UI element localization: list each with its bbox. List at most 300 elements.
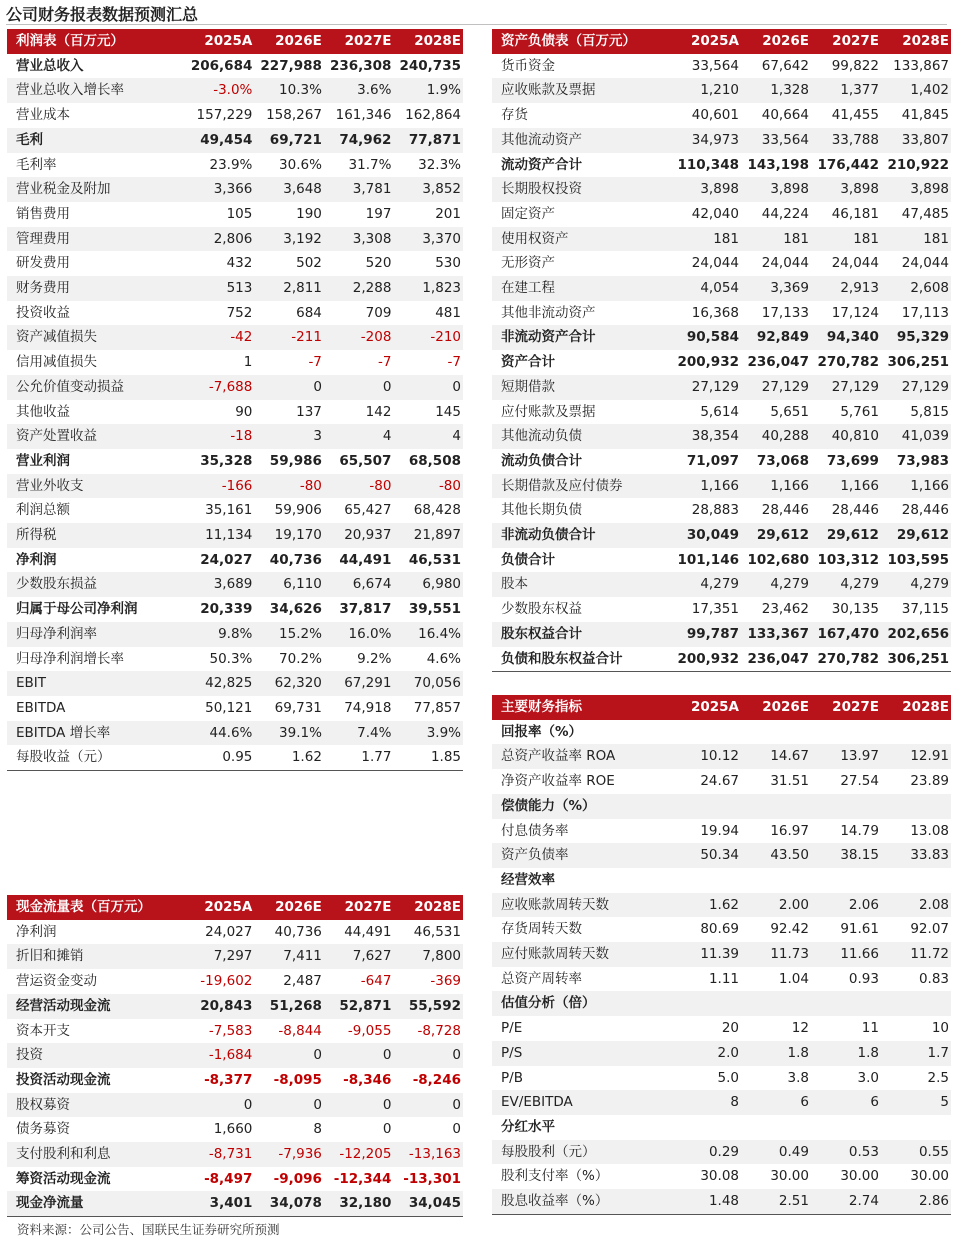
row-label: 存货周转天数 [501,921,582,938]
row-value: 70,056 [393,671,463,696]
row-value: 14.79 [840,822,879,839]
row-value: 6,980 [393,572,463,597]
row-value: 99,822 [831,57,879,74]
row-value [881,794,951,819]
row-value: 10.3% [254,78,324,103]
table-row [7,251,463,276]
table-row [492,893,951,918]
row-value: 0 [324,375,394,400]
year-column-header: 2027E [324,895,394,920]
row-value: 73,068 [756,452,809,469]
row-value: 1,823 [393,276,463,301]
row-value: 0 [393,375,463,400]
cash-flow-table [7,895,463,1217]
table-row [492,449,951,474]
row-value [881,991,951,1016]
row-value: 103,595 [887,551,949,568]
row-label: 资产处置收益 [7,424,185,449]
table-row [492,153,951,178]
row-value: 157,229 [196,107,253,124]
row-value: 92.07 [910,921,949,938]
row-value: -80 [254,474,324,499]
row-value: 20,843 [185,994,255,1019]
row-label: 付息债务率 [501,822,569,839]
table-row [492,942,951,967]
row-value: 3,781 [324,177,394,202]
row-label: 总资产收益率 ROA [492,744,671,769]
row-value: -211 [254,325,324,350]
row-value: 181 [741,227,811,252]
row-value: 1.9% [393,78,463,103]
row-value: 77,857 [413,699,461,716]
row-label: 营业税金及附加 [7,177,185,202]
year-column-header: 2025A [185,895,255,920]
table-row [492,301,951,326]
table-row [492,498,951,523]
row-label: 在建工程 [492,276,671,301]
row-value: 1.77 [324,745,394,770]
key-ratios-table [492,695,951,1215]
row-value: 74,962 [324,128,394,153]
row-label: 资本开支 [16,1022,70,1039]
table-row [492,128,951,153]
row-value: 43.50 [741,843,811,868]
table-row [7,622,463,647]
row-value: 31.7% [348,156,392,173]
row-label: 财务费用 [7,276,185,301]
table-row [7,54,463,79]
row-label: 股东权益合计 [492,622,671,647]
row-value: 34,626 [269,601,322,618]
row-value: 19,170 [254,523,324,548]
table-row [7,375,463,400]
row-label: 应付账款周转天数 [492,942,671,967]
row-value: 181 [811,227,881,252]
table-row [7,350,463,375]
row-value: 35,161 [205,502,253,519]
row-value: 44,491 [344,923,392,940]
row-value: 77,871 [393,128,463,153]
row-value [741,1115,811,1140]
table-row [7,103,463,128]
row-value: 0 [393,1093,463,1118]
row-label: 非流动资产合计 [492,325,671,350]
row-value: 41,845 [901,107,949,124]
row-label: 偿债能力（%） [492,794,671,819]
row-value: 190 [296,205,322,222]
table-row [492,647,951,672]
row-value: 1.04 [778,970,809,987]
row-value: 37,817 [339,601,392,618]
row-value: 94,340 [811,325,881,350]
row-value [881,1115,951,1140]
row-label: 分红水平 [501,1118,555,1135]
row-label: 利润总额 [16,502,70,519]
year-column-header: 2026E [741,695,811,720]
row-value: 2.06 [811,893,881,918]
cashflow-grid [7,895,463,1217]
row-value: 270,782 [817,354,879,371]
row-label: 股息收益率（%） [492,1189,671,1214]
row-value: 12 [791,1020,809,1037]
row-value: 32.3% [418,156,461,173]
row-value: 24,044 [761,255,809,272]
income-statement-table [7,29,463,771]
row-value: 3,852 [393,177,463,202]
row-value: 28,446 [831,502,879,519]
row-value: 2,288 [324,276,394,301]
balance-sheet-table [492,29,951,672]
row-value: 24,027 [200,551,253,568]
row-value: 240,735 [399,57,461,74]
row-value: 30.08 [700,1168,739,1185]
table-row [7,474,463,499]
row-value: 2,913 [811,276,881,301]
row-value: 49,454 [185,128,255,153]
row-label: 筹资活动现金流 [16,1170,111,1187]
row-value: 59,986 [269,452,322,469]
row-value: 27,129 [881,375,951,400]
row-value: 46,181 [831,205,879,222]
row-value: 2.08 [881,893,951,918]
row-value: 3,192 [254,227,324,252]
row-value: -80 [324,474,394,499]
row-value: 44.6% [185,721,255,746]
row-value: 27,129 [741,375,811,400]
row-value: 11 [861,1020,879,1037]
row-value: 9.2% [357,650,392,667]
table-row [492,1189,951,1214]
row-value: 4 [393,424,463,449]
row-value: 1,166 [741,474,811,499]
row-value: 38.15 [811,843,881,868]
year-column-header: 2026E [741,29,811,54]
table-row [7,227,463,252]
row-value: 65,507 [339,452,392,469]
row-label: P/E [501,1020,523,1037]
table-header-row [492,695,951,720]
table-row [492,967,951,992]
table-row [7,944,463,969]
row-value: 27,129 [671,375,741,400]
row-value: 11,134 [185,523,255,548]
table-row [492,1164,951,1189]
row-value: 2.0 [671,1041,741,1066]
row-label: 折旧和摊销 [7,944,185,969]
row-value: 17,124 [831,304,879,321]
row-value: 1.85 [393,745,463,770]
page-title: 公司财务报表数据预测汇总 [6,5,199,24]
row-value: 28,883 [691,502,739,519]
row-label: 资产减值损失 [7,325,185,350]
table-row [492,572,951,597]
row-value: 530 [435,255,461,272]
row-value: 29,612 [811,523,881,548]
row-value: 0.93 [848,970,879,987]
table-row [492,769,951,794]
row-value: 5.0 [717,1069,739,1086]
table-row [492,1041,951,1066]
row-value: 176,442 [817,156,879,173]
row-value: 19.94 [700,822,739,839]
row-label: 投资活动现金流 [16,1071,111,1088]
row-value: 65,427 [344,502,392,519]
row-value: 236,308 [329,57,392,74]
row-value: 3,369 [741,276,811,301]
row-value: 40,601 [691,107,739,124]
row-value: 44,224 [761,205,809,222]
row-value: 50.34 [671,843,741,868]
row-value: 24,027 [205,923,253,940]
row-value: 103,312 [817,551,879,568]
row-value [811,991,881,1016]
row-value: 1.8 [811,1041,881,1066]
row-value: 11.66 [811,942,881,967]
row-value: 8 [671,1090,741,1115]
table-row [7,597,463,622]
row-label: 非流动负债合计 [492,523,671,548]
table-title: 资产负债表（百万元） [492,29,671,54]
row-value: 2,806 [185,227,255,252]
row-value: 4.6% [426,650,461,667]
row-value [671,991,741,1016]
row-value: 30,135 [831,601,879,618]
row-value: -19,602 [200,973,253,990]
row-value [811,720,881,745]
table-row [7,424,463,449]
row-value [881,868,951,893]
row-value [741,794,811,819]
row-value: 3,648 [254,177,324,202]
row-value: -8,497 [204,1170,253,1187]
row-label: 股利支付率（%） [501,1168,609,1185]
row-label: 其他流动负债 [492,424,671,449]
row-value: 1,210 [671,78,741,103]
row-label: 净利润 [16,551,57,568]
table-row [7,1142,463,1167]
row-value: 4,279 [811,572,881,597]
row-value: 51,268 [254,994,324,1019]
row-value: 33,788 [811,128,881,153]
table-row [7,153,463,178]
row-value: 3,401 [185,1191,255,1216]
row-label: 营业外收支 [7,474,185,499]
table-row [7,202,463,227]
table-row [492,78,951,103]
table-row [7,671,463,696]
row-value: 202,656 [881,622,951,647]
row-value: 10 [931,1020,949,1037]
row-value: 41,455 [831,107,879,124]
year-column-header: 2025A [671,29,741,54]
year-column-header: 2028E [393,895,463,920]
row-value: 0.29 [671,1140,741,1165]
row-value: 4,054 [671,276,741,301]
row-value: 1.62 [254,745,324,770]
row-value: 30.00 [910,1168,949,1185]
row-label: 归属于母公司净利润 [16,601,138,618]
row-value: 520 [365,255,392,272]
row-value: 23.89 [910,773,949,790]
row-value: 137 [296,403,322,420]
table-row [7,548,463,573]
row-value [671,868,741,893]
row-value: 67,291 [324,671,394,696]
row-value: 3,898 [811,177,881,202]
row-value: -166 [185,474,255,499]
row-value: 69,731 [274,699,322,716]
table-row [7,1043,463,1068]
row-value: 47,485 [901,205,949,222]
table-row [7,276,463,301]
table-title: 利润表（百万元） [7,29,185,54]
row-value: 74,918 [344,699,392,716]
row-value: 1,166 [671,474,741,499]
row-value: 3.6% [324,78,394,103]
row-value: 3,366 [185,177,255,202]
table-row [7,523,463,548]
row-value: -1,684 [185,1043,255,1068]
row-value: 1.48 [671,1189,741,1214]
row-value: 24,044 [901,255,949,272]
row-value: 70.2% [279,650,322,667]
row-value: 3,370 [393,227,463,252]
row-value: 201 [435,205,461,222]
row-value: 80.69 [700,921,739,938]
row-value: 17,113 [901,304,949,321]
row-label: 净利润 [16,923,57,940]
row-value: 206,684 [190,57,253,74]
row-label: 货币资金 [501,57,555,74]
row-value: 1,402 [881,78,951,103]
row-value: 34,078 [254,1191,324,1216]
row-value: 24,044 [691,255,739,272]
row-value: 14.67 [741,744,811,769]
row-value: 92,849 [741,325,811,350]
row-value: 143,198 [747,156,809,173]
row-label: 少数股东权益 [501,601,582,618]
row-value: 33,564 [691,57,739,74]
row-value: -369 [430,973,461,990]
row-value: 1,166 [811,474,881,499]
row-value: 158,267 [266,107,322,124]
row-label: 其他收益 [16,403,70,420]
row-value: 17,133 [761,304,809,321]
row-label: 其他非流动资产 [501,304,596,321]
row-value: 33,807 [881,128,951,153]
row-label: 长期借款及应付债券 [492,474,671,499]
row-value: 4 [324,424,394,449]
row-value: 432 [226,255,253,272]
table-row [492,1090,951,1115]
row-value: 4,279 [671,572,741,597]
row-value: 2.86 [881,1189,951,1214]
row-value: 481 [435,304,461,321]
row-value: 50.3% [209,650,253,667]
row-value: 145 [435,403,461,420]
row-value: 29,612 [741,523,811,548]
row-value: 2.51 [741,1189,811,1214]
row-value: 17,351 [691,601,739,618]
year-column-header: 2027E [811,29,881,54]
row-label: 销售费用 [16,205,70,222]
row-value: 40,288 [741,424,811,449]
row-value: 37,115 [901,601,949,618]
row-value: 101,146 [677,551,739,568]
row-value [741,868,811,893]
row-value: 68,428 [413,502,461,519]
table-row [492,622,951,647]
row-value: 0 [393,1043,463,1068]
row-value: 0 [185,1093,255,1118]
row-label: 流动资产合计 [501,156,582,173]
row-value: 46,531 [408,551,461,568]
row-value: 7,411 [254,944,324,969]
table-row [492,276,951,301]
row-value: 91.61 [840,921,879,938]
table-row [492,325,951,350]
year-column-header: 2027E [324,29,394,54]
row-value: 2,608 [881,276,951,301]
row-label: 现金净流量 [7,1191,185,1216]
row-value: 68,508 [408,452,461,469]
table-header-row [7,29,463,54]
row-value: 0.53 [811,1140,881,1165]
table-row [492,548,951,573]
row-value: 236,047 [747,354,809,371]
row-value: 2.00 [741,893,811,918]
row-value: 2,487 [283,973,322,990]
year-column-header: 2025A [185,29,255,54]
table-row [7,920,463,945]
row-value: 7,627 [324,944,394,969]
row-value: -12,205 [324,1142,394,1167]
row-value: -8,346 [343,1071,392,1088]
table-row [7,1068,463,1093]
row-value: 709 [365,304,392,321]
row-label: EV/EBITDA [492,1090,671,1115]
row-label: 其他流动资产 [492,128,671,153]
row-value: 0 [382,1121,392,1138]
row-value: 44,491 [339,551,392,568]
row-value: 12.91 [881,744,951,769]
row-label: 应收账款周转天数 [492,893,671,918]
year-column-header: 2028E [393,29,463,54]
row-label: 存货 [501,107,528,124]
row-value [671,794,741,819]
year-column-header: 2026E [254,29,324,54]
row-value: 30,049 [671,523,741,548]
row-value: 13.08 [910,822,949,839]
row-value: 7,297 [185,944,255,969]
row-value: 1 [243,354,253,371]
row-value: -42 [185,325,255,350]
row-value: 3.0 [857,1069,879,1086]
row-value: -3.0% [185,78,255,103]
table-row [7,647,463,672]
row-label: 债务募资 [16,1121,70,1138]
row-label: 应收账款及票据 [492,78,671,103]
row-value: 502 [296,255,322,272]
row-label: 所得税 [7,523,185,548]
row-label: 研发费用 [16,255,70,272]
table-row [492,819,951,844]
table-row [7,969,463,994]
table-row [492,597,951,622]
row-value: 142 [365,403,392,420]
row-value: -80 [393,474,463,499]
row-value: 46,531 [413,923,461,940]
